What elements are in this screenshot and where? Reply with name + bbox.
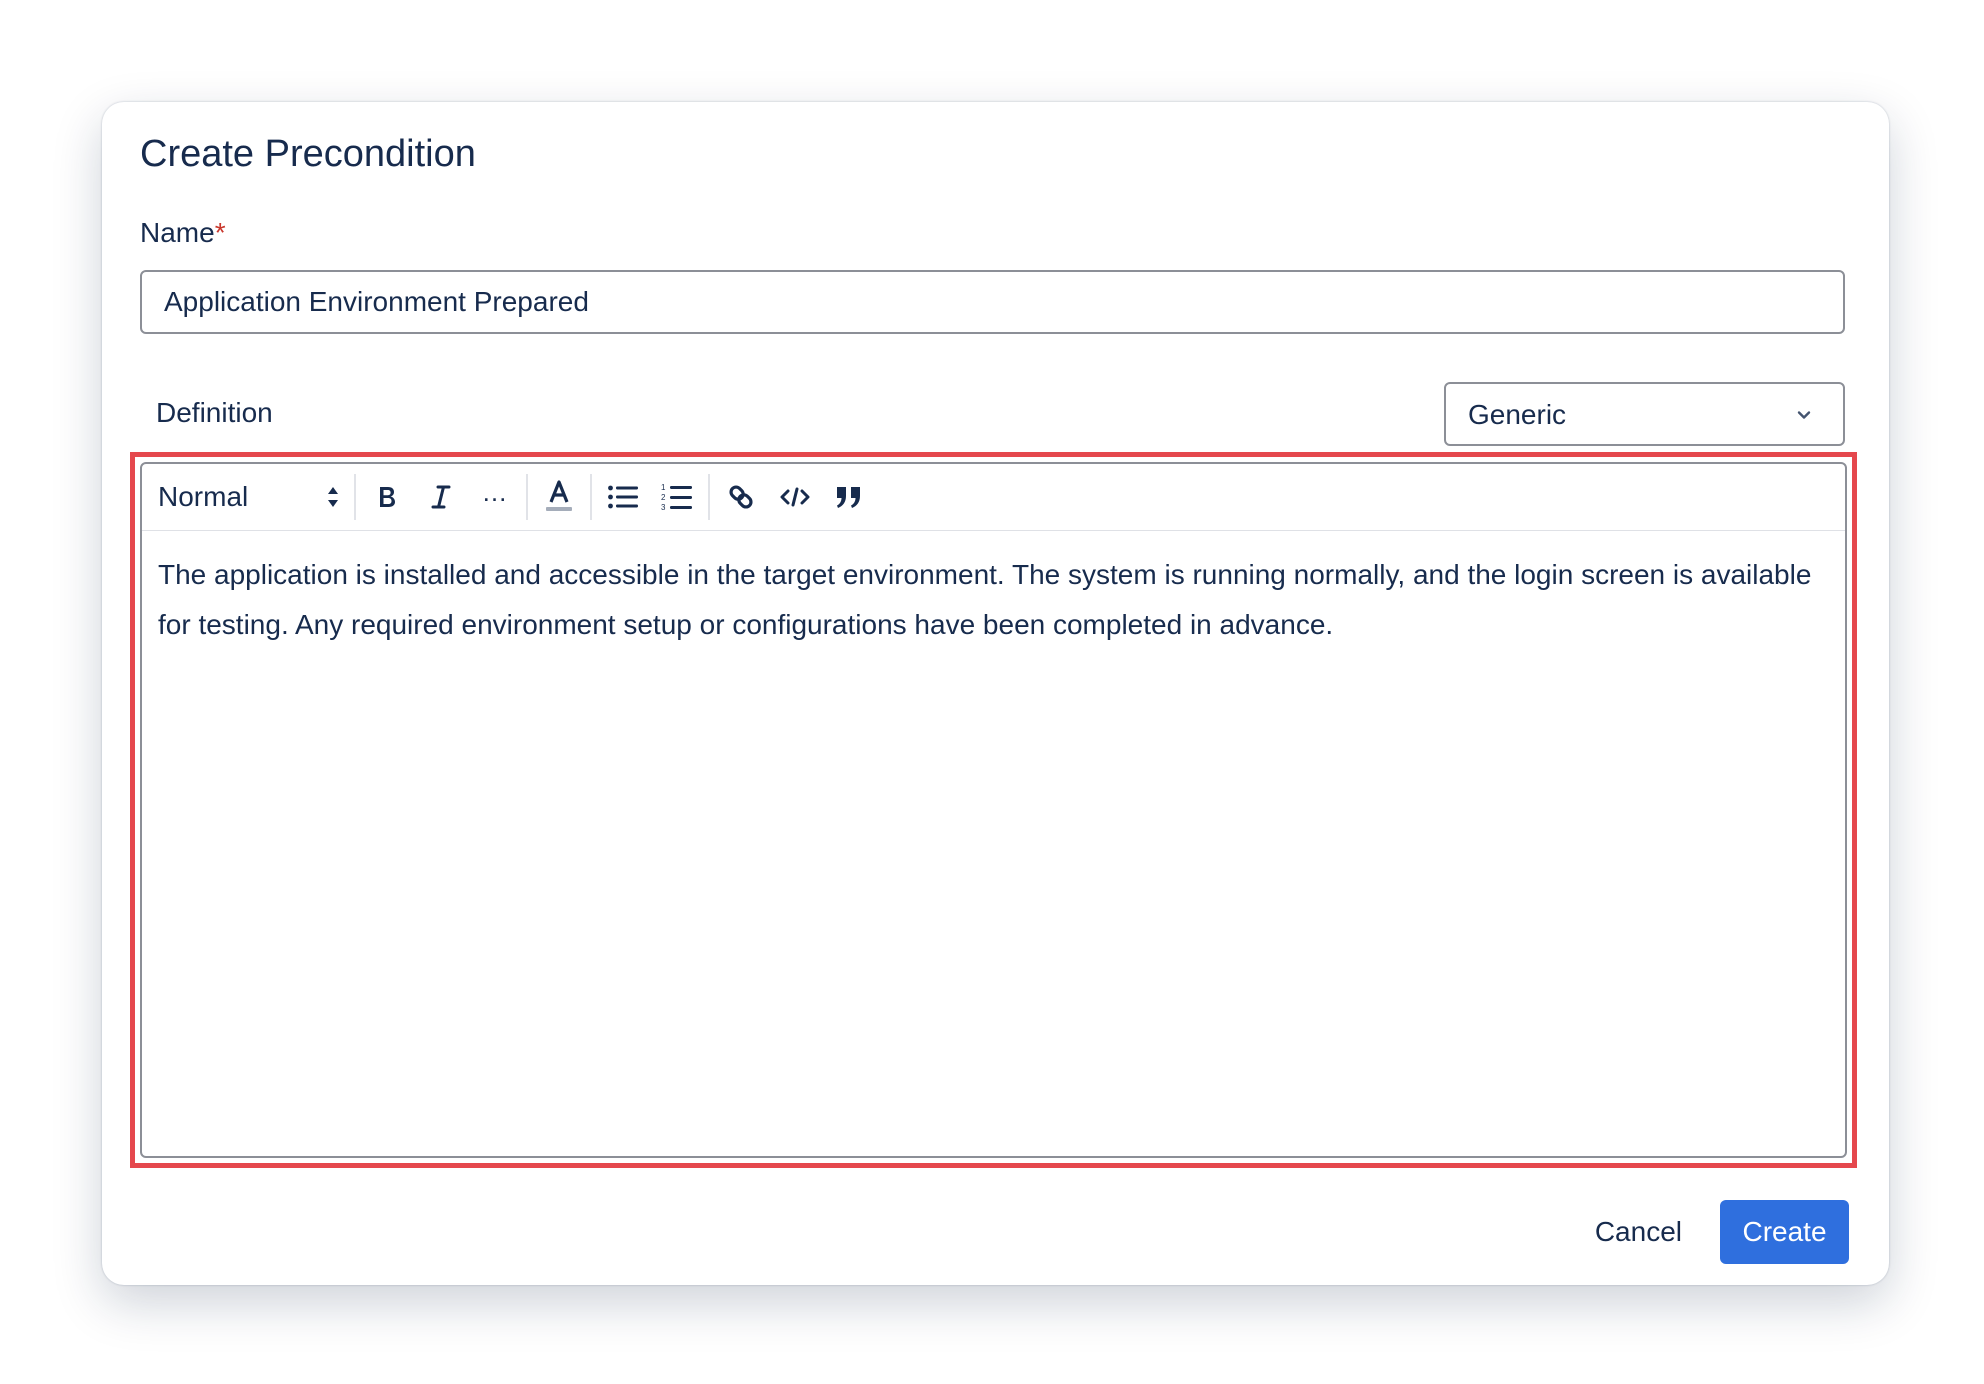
text-color-button[interactable] bbox=[532, 471, 586, 523]
more-formatting-button[interactable] bbox=[468, 471, 522, 523]
svg-text:3: 3 bbox=[661, 503, 666, 512]
dialog-title: Create Precondition bbox=[140, 133, 476, 175]
bold-icon bbox=[375, 483, 399, 511]
code-icon bbox=[780, 485, 810, 509]
bullet-list-icon bbox=[607, 483, 639, 511]
toolbar-separator bbox=[590, 474, 592, 520]
required-marker: * bbox=[214, 217, 226, 248]
create-precondition-dialog bbox=[102, 102, 1889, 1285]
bold-button[interactable] bbox=[360, 471, 414, 523]
definition-editor[interactable] bbox=[140, 462, 1847, 1158]
cancel-button[interactable]: Cancel bbox=[1575, 1200, 1702, 1264]
link-button[interactable] bbox=[714, 471, 768, 523]
ellipsis-icon: … bbox=[481, 477, 509, 507]
code-button[interactable] bbox=[768, 471, 822, 523]
numbered-list-icon bbox=[661, 482, 693, 512]
toolbar-separator bbox=[708, 474, 710, 520]
italic-icon bbox=[429, 483, 453, 511]
name-label bbox=[140, 213, 226, 253]
toolbar-separator bbox=[526, 474, 528, 520]
bullet-list-button[interactable] bbox=[596, 471, 650, 523]
text-style-value: Normal bbox=[158, 481, 249, 512]
sort-arrows-icon bbox=[326, 483, 340, 511]
italic-button[interactable] bbox=[414, 471, 468, 523]
link-icon bbox=[726, 482, 756, 512]
svg-text:1: 1 bbox=[661, 483, 666, 492]
text-style-select[interactable] bbox=[158, 471, 350, 523]
definition-type-value: Generic bbox=[1468, 399, 1567, 430]
text-color-icon bbox=[543, 480, 575, 514]
definition-type-select[interactable] bbox=[1444, 382, 1845, 446]
quote-icon bbox=[835, 484, 863, 510]
editor-content[interactable]: The application is installed and accessible in the target environment. The system is running normally, and the login screen is available for testing. Any required environment setup or configurations have been completed in advance. bbox=[158, 559, 1812, 640]
numbered-list-button[interactable] bbox=[650, 471, 704, 523]
chevron-down-icon bbox=[1797, 408, 1811, 422]
dialog-footer bbox=[1575, 1200, 1849, 1264]
editor-toolbar bbox=[142, 464, 1845, 531]
definition-label: Definition bbox=[156, 397, 273, 428]
create-button[interactable]: Create bbox=[1720, 1200, 1849, 1264]
quote-button[interactable] bbox=[822, 471, 876, 523]
toolbar-separator bbox=[354, 474, 356, 520]
svg-text:2: 2 bbox=[661, 493, 666, 502]
name-input[interactable] bbox=[140, 270, 1845, 334]
name-label-text: Name bbox=[140, 217, 215, 248]
